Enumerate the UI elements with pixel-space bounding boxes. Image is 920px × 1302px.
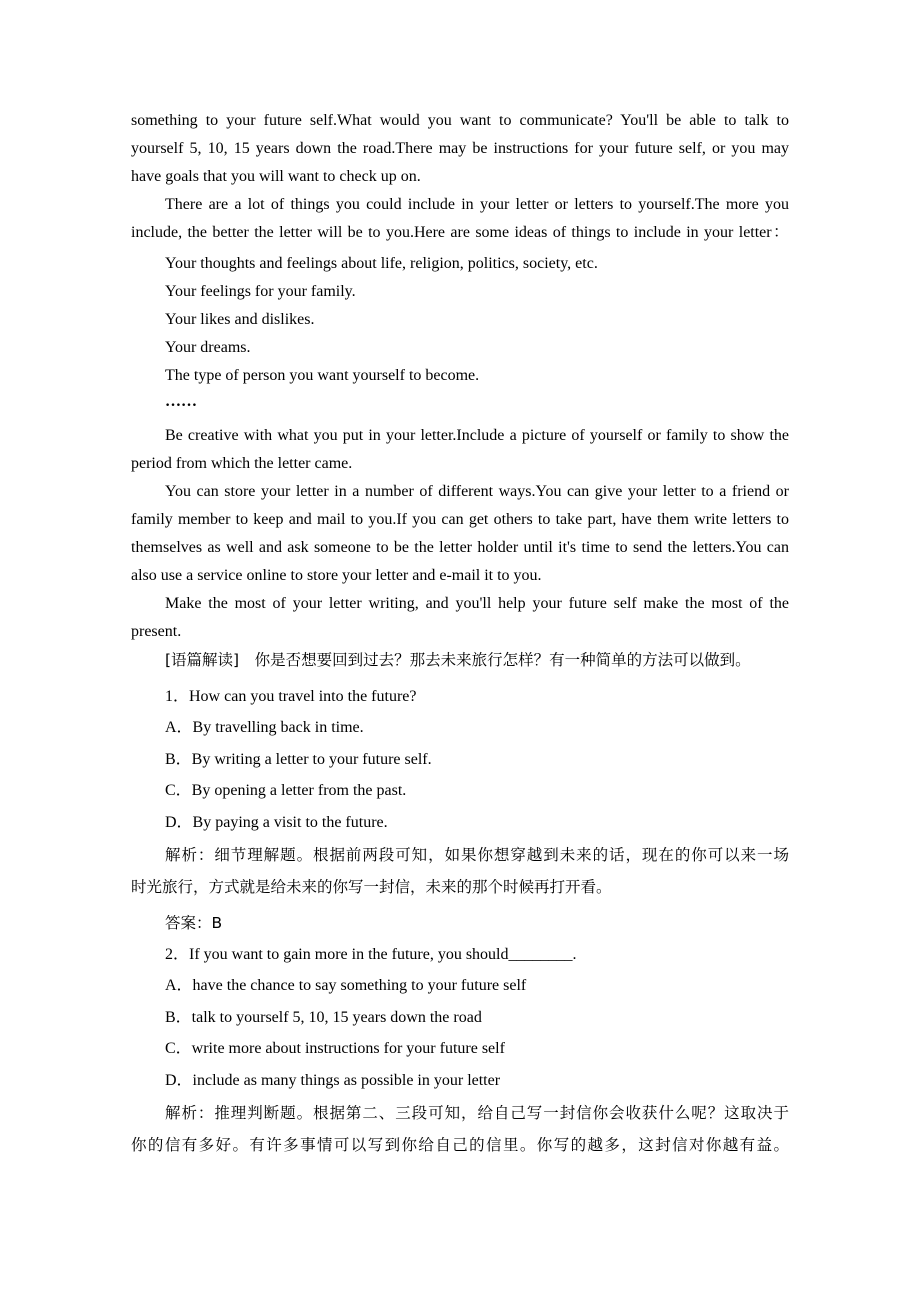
paragraph-line: present. (131, 623, 182, 640)
paragraph-line: include, the better the letter will be to you.Here are some ideas of things to include in your letter： (131, 224, 789, 241)
question-2-analysis: 你的信有多好。有许多事情可以写到你给自己的信里。你写的越多，这封信对你越有益。 (131, 1136, 789, 1154)
question-2-option-c: C．write more about instructions for your future self (165, 1040, 505, 1057)
paragraph-line: There are a lot of things you could include in your letter or letters to yourself.The more you (165, 196, 789, 213)
paragraph-line: You can store your letter in a number of different ways.You can give your letter to a friend or (165, 483, 789, 500)
paragraph-line: family member to keep and mail to you.If you can get others to take part, have them write letters to (131, 511, 789, 528)
question-1-answer: 答案：B (165, 914, 223, 932)
question-1-option-c: C．By opening a letter from the past. (165, 782, 407, 799)
paragraph-line: Be creative with what you put in your letter.Include a picture of yourself or family to show the (165, 427, 789, 444)
idea-item: Your thoughts and feelings about life, religion, politics, society, etc. (165, 255, 598, 272)
paragraph-line: yourself 5, 10, 15 years down the road.There may be instructions for your future self, or you may (131, 140, 789, 157)
question-1-option-d: D．By paying a visit to the future. (165, 814, 388, 831)
question-1-analysis: 时光旅行，方式就是给未来的你写一封信，未来的那个时候再打开看。 (131, 878, 612, 896)
question-2-option-b: B．talk to yourself 5, 10, 15 years down the road (165, 1009, 482, 1026)
paragraph-line: something to your future self.What would you want to communicate? You'll be able to talk to (131, 112, 789, 129)
question-2-option-a: A．have the chance to say something to your future self (165, 977, 527, 994)
paragraph-line: have goals that you will want to check up on. (131, 168, 421, 185)
paragraph-line: period from which the letter came. (131, 455, 353, 472)
question-1-stem: 1．How can you travel into the future? (165, 688, 417, 705)
paragraph-line: also use a service online to store your letter and e-mail it to you. (131, 567, 542, 584)
ellipsis: …… (165, 393, 197, 410)
question-2-option-d: D．include as many things as possible in your letter (165, 1072, 501, 1089)
question-1-option-b: B．By writing a letter to your future self. (165, 751, 432, 768)
idea-item: Your feelings for your family. (165, 283, 356, 300)
paragraph-line: themselves as well and ask someone to be the letter holder until it's time to send the letters.You can (131, 539, 789, 556)
question-2-analysis: 解析：推理判断题。根据第二、三段可知，给自己写一封信你会收获什么呢？这取决于 (165, 1104, 789, 1122)
idea-item: Your likes and dislikes. (165, 311, 315, 328)
question-1-option-a: A．By travelling back in time. (165, 719, 364, 736)
idea-item: Your dreams. (165, 339, 251, 356)
idea-item: The type of person you want yourself to become. (165, 367, 480, 384)
question-2-stem: 2．If you want to gain more in the future, you should________. (165, 946, 577, 963)
passage-summary: [语篇解读] 你是否想要回到过去？那去未来旅行怎样？有一种简单的方法可以做到。 (165, 651, 751, 669)
paragraph-line: Make the most of your letter writing, and you'll help your future self make the most of the (165, 595, 789, 612)
question-1-analysis: 解析：细节理解题。根据前两段可知，如果你想穿越到未来的话，现在的你可以来一场 (165, 846, 789, 864)
